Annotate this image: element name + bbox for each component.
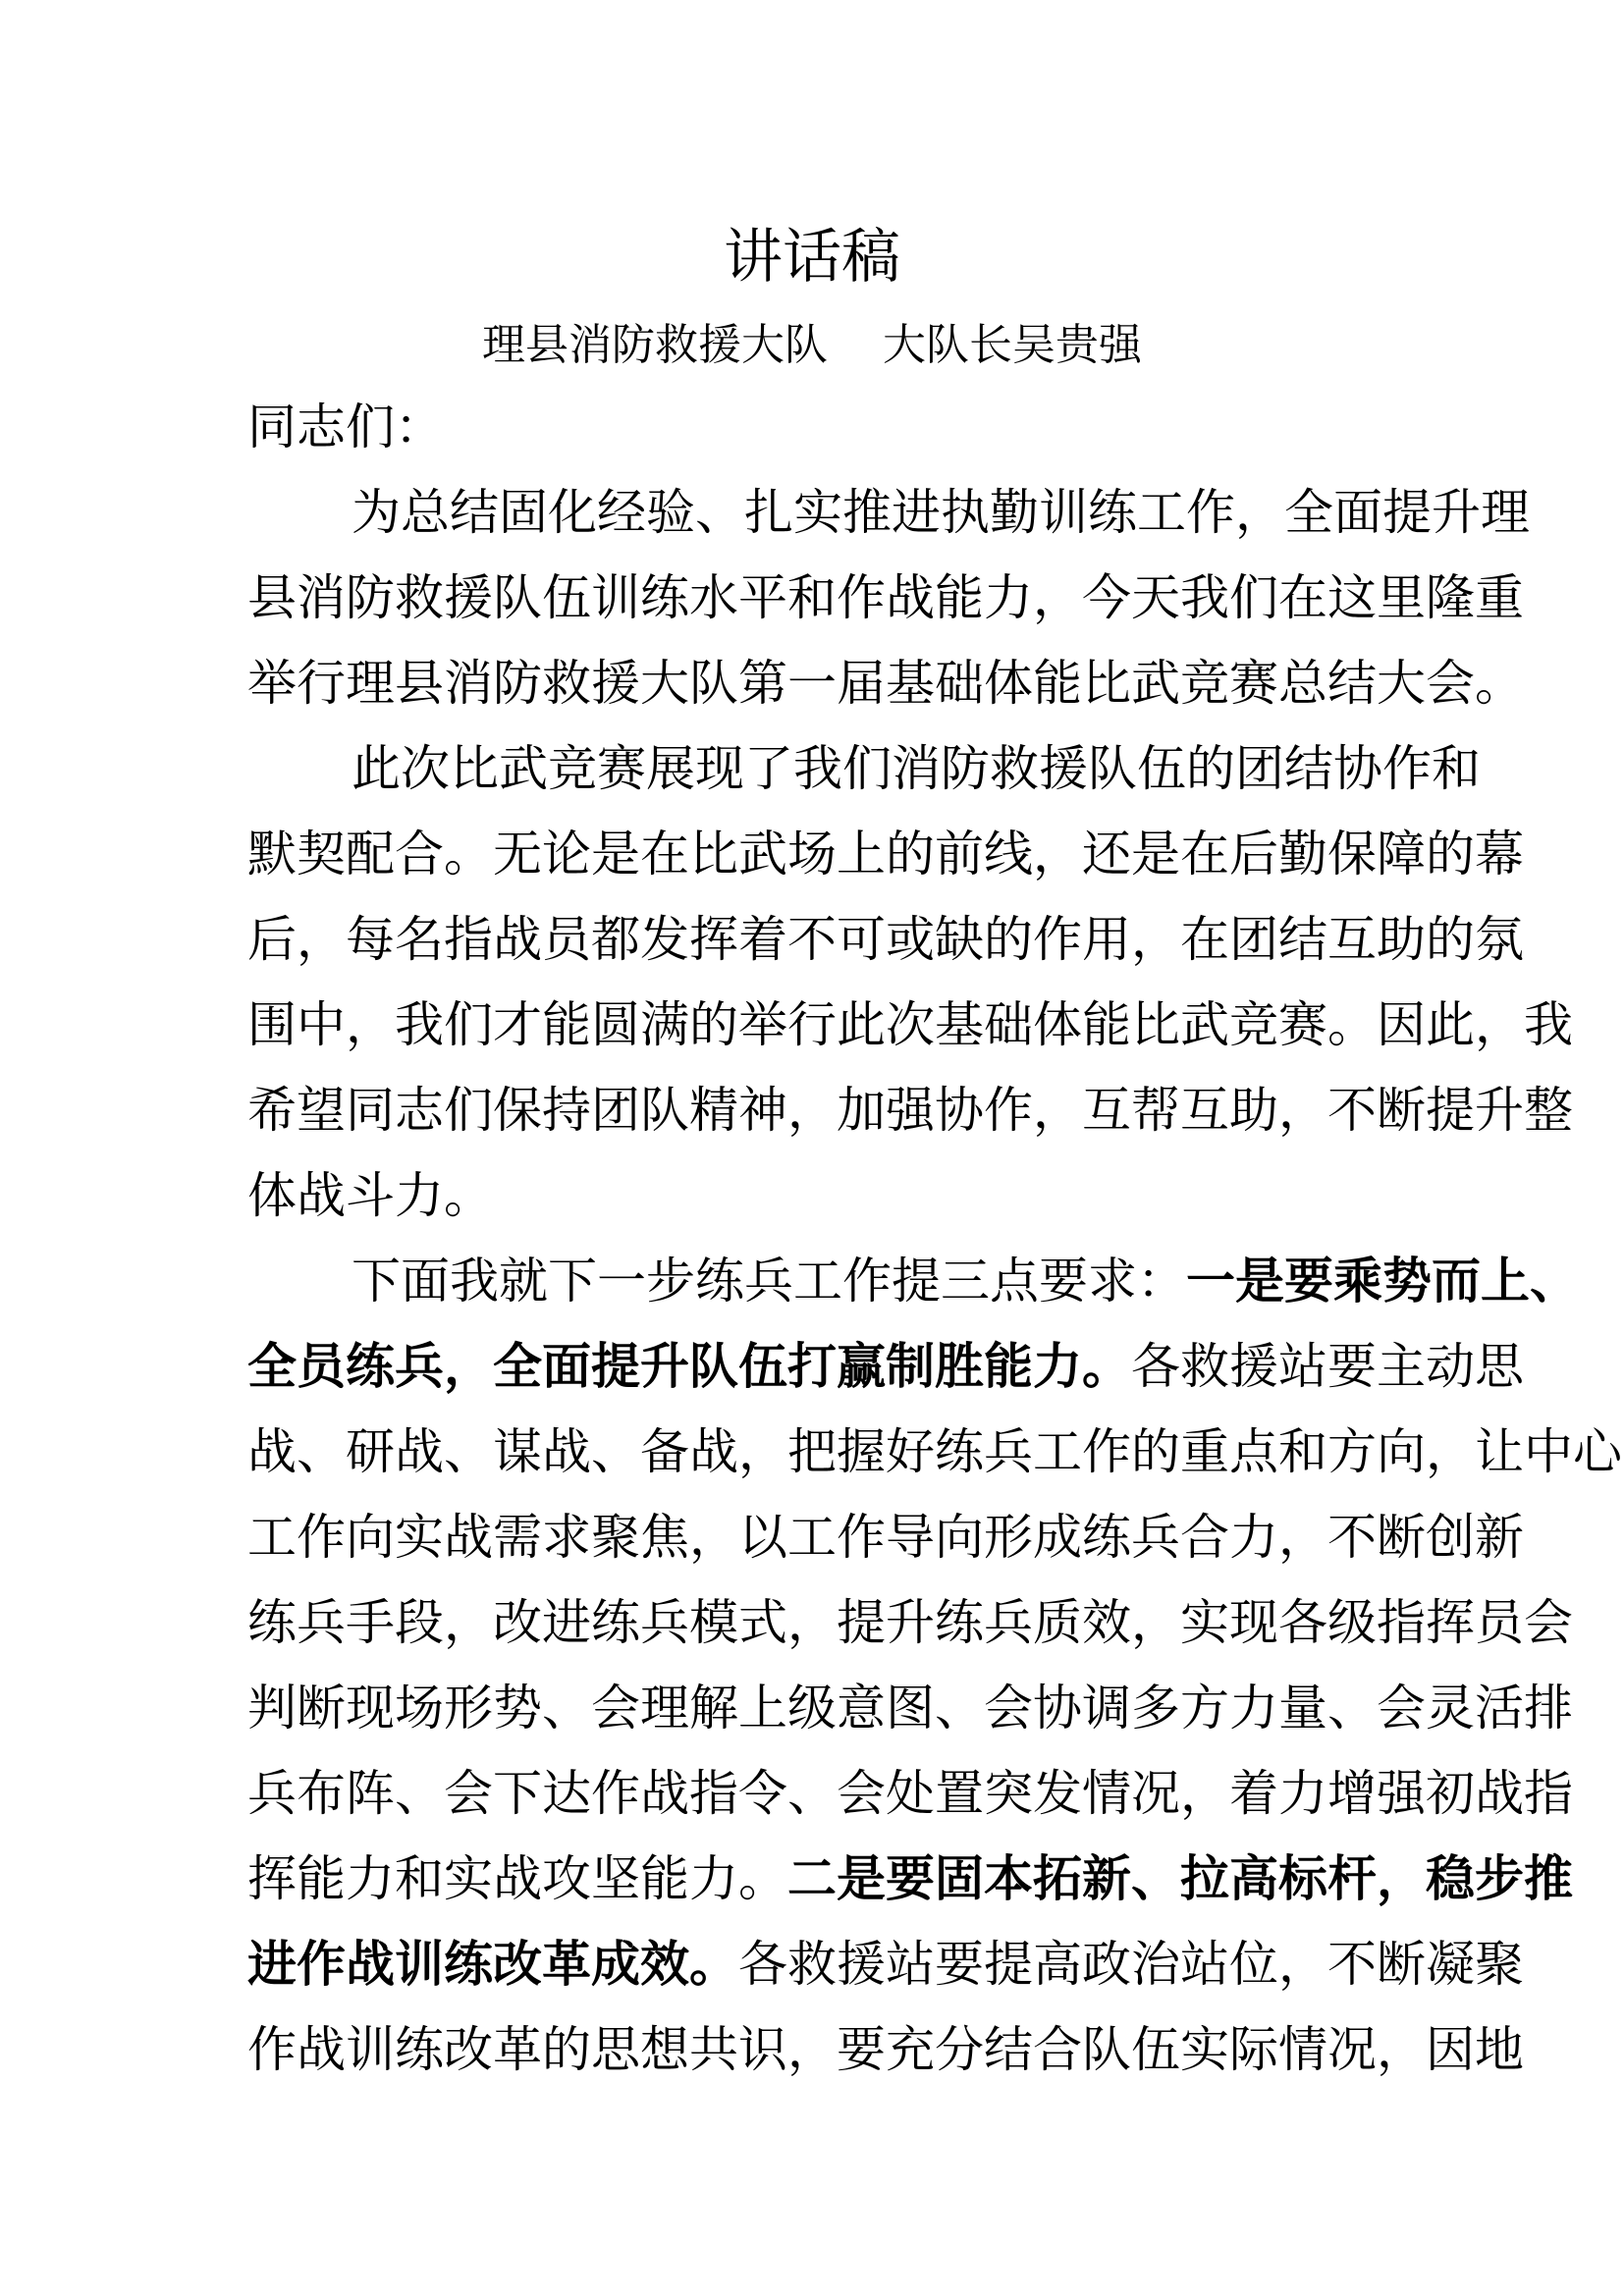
text-line — [247, 556, 1524, 641]
bold-text-segment: 进作战训练改革成效。 — [247, 1936, 738, 1993]
text-segment: 为总结固化经验、扎实推进执勤训练工作，全面提升理 — [352, 484, 1530, 541]
text-segment: 各救援站要提高政治站位，不断凝聚 — [738, 1936, 1524, 1993]
bold-text-segment: 全员练兵，全面提升队伍打赢制胜能力。 — [247, 1338, 1131, 1395]
text-line — [247, 1580, 1573, 1666]
bold-text-segment: 一是要乘势而上、 — [1186, 1253, 1579, 1309]
text-line — [247, 726, 1481, 812]
text-line — [247, 385, 1386, 470]
text-segment: 体战斗力。 — [247, 1167, 493, 1224]
document-subtitle: 理县消防救援大队 大队长吴贵强 — [482, 320, 1142, 370]
text-line — [247, 1324, 1524, 1410]
text-line — [247, 1153, 1386, 1239]
text-segment: 战、研战、谋战、备战，把握好练兵工作的重点和方向，让中心 — [247, 1423, 1622, 1480]
text-line — [247, 470, 1530, 556]
text-line — [247, 1751, 1573, 1837]
text-segment: 兵布阵、会下达作战指令、会处置突发情况，着力增强初战指 — [247, 1765, 1573, 1822]
text-segment: 后，每名指战员都发挥着不可或缺的作用，在团结互助的氛 — [247, 911, 1524, 968]
document-title: 讲话稿 — [724, 223, 900, 292]
text-segment: 此次比武竞赛展现了我们消防救援队伍的团结协作和 — [352, 740, 1481, 797]
text-line — [247, 812, 1524, 897]
text-segment: 同志们： — [247, 399, 444, 455]
text-line — [247, 1495, 1524, 1580]
text-segment: 判断现场形势、会理解上级意图、会协调多方力量、会灵活排 — [247, 1680, 1573, 1736]
document-body — [247, 385, 1622, 2093]
text-segment: 县消防救援队伍训练水平和作战能力，今天我们在这里隆重 — [247, 569, 1524, 626]
text-line — [247, 1666, 1573, 1751]
text-segment: 各救援站要主动思 — [1131, 1338, 1524, 1395]
text-line — [247, 2007, 1524, 2093]
text-line — [247, 641, 1524, 726]
text-line — [247, 1837, 1573, 1922]
text-segment: 练兵手段，改进练兵模式，提升练兵质效，实现各级指挥员会 — [247, 1594, 1573, 1651]
text-line — [247, 1922, 1524, 2007]
text-segment: 下面我就下一步练兵工作提三点要求： — [352, 1253, 1186, 1309]
text-segment: 希望同志们保持团队精神，加强协作，互帮互助，不断提升整 — [247, 1082, 1573, 1139]
text-line — [247, 897, 1524, 983]
text-line — [247, 1239, 1579, 1324]
text-line — [247, 1068, 1573, 1153]
text-segment: 工作向实战需求聚焦，以工作导向形成练兵合力，不断创新 — [247, 1509, 1524, 1566]
text-line — [247, 1410, 1622, 1495]
text-segment: 举行理县消防救援大队第一届基础体能比武竞赛总结大会。 — [247, 655, 1524, 712]
text-segment: 作战训练改革的思想共识，要充分结合队伍实际情况，因地 — [247, 2021, 1524, 2078]
text-segment: 挥能力和实战攻坚能力。 — [247, 1850, 787, 1907]
text-segment: 默契配合。无论是在比武场上的前线，还是在后勤保障的幕 — [247, 826, 1524, 882]
bold-text-segment: 二是要固本拓新、拉高标杆，稳步推 — [787, 1850, 1573, 1907]
text-segment: 围中，我们才能圆满的举行此次基础体能比武竞赛。因此，我 — [247, 996, 1573, 1053]
text-line — [247, 983, 1573, 1068]
